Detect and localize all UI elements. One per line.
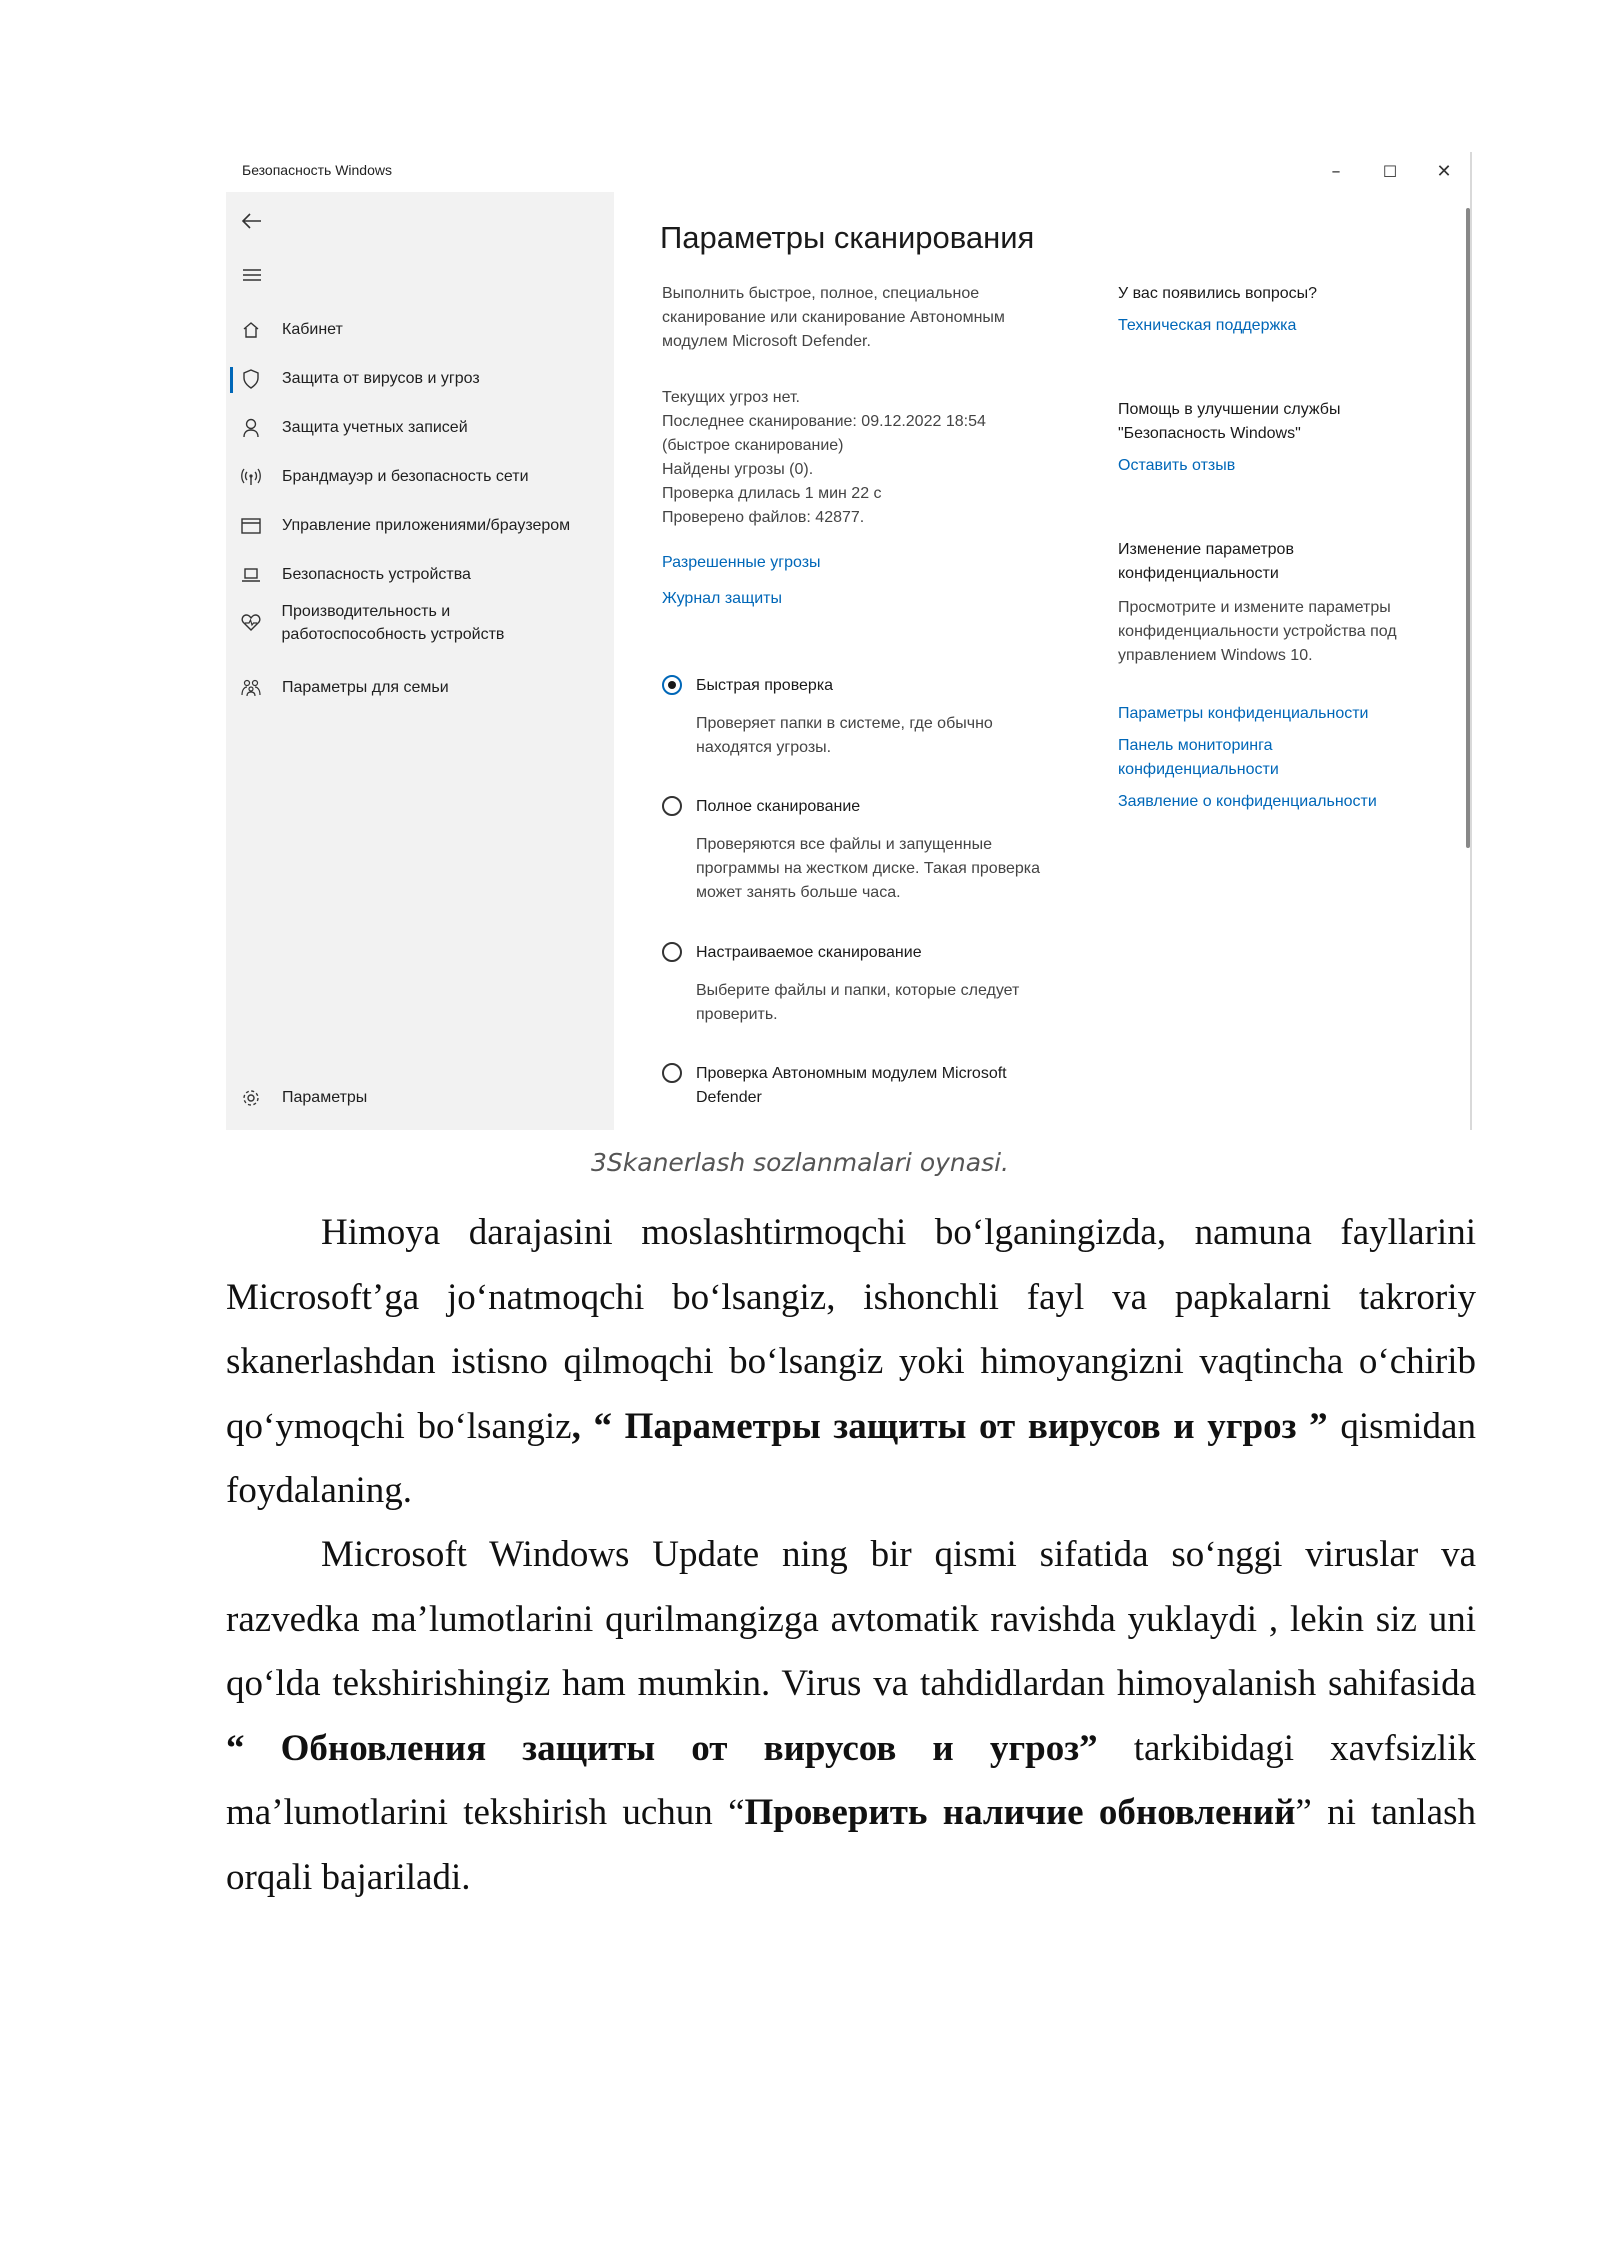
page-title: Параметры сканирования	[660, 220, 1035, 255]
option-label: Проверка Автономным модулем Microsoft Defender	[696, 1065, 1007, 1106]
privacy-title: Изменение параметров конфиденциальности	[1118, 541, 1294, 582]
option-full-scan[interactable]	[662, 795, 860, 819]
sidebar-item-home[interactable]	[226, 318, 614, 341]
title-bar	[226, 152, 1472, 192]
figure-caption: 3Skanerlash sozlanmalari oynasi.	[591, 1148, 1009, 1177]
privacy-statement-link[interactable]: Заявление о конфиденциальности	[1118, 793, 1377, 810]
status-line-2: Последнее сканирование: 09.12.2022 18:54	[662, 413, 986, 430]
option-label: Быстрая проверка	[696, 677, 834, 694]
privacy-settings-link[interactable]: Параметры конфиденциальности	[1118, 705, 1369, 722]
radio-quick-scan[interactable]	[662, 675, 682, 695]
sidebar-item-label: Кабинет	[282, 321, 343, 338]
gear-icon	[241, 1088, 261, 1108]
paragraph-2-bold-2: Проверить наличие обновлений	[744, 1792, 1296, 1833]
help-panel	[1118, 192, 1438, 1130]
laptop-icon	[241, 567, 261, 583]
sidebar-settings-label: Параметры	[282, 1089, 368, 1106]
radio-offline-scan[interactable]	[662, 1063, 682, 1083]
privacy-dashboard-link[interactable]: Панель мониторинга конфиденциальности	[1118, 737, 1279, 778]
option-custom-scan[interactable]	[662, 941, 922, 965]
minimize-button[interactable]: –	[1331, 160, 1341, 182]
heart-icon	[241, 614, 261, 632]
sidebar-item-accounts[interactable]	[226, 416, 614, 439]
paragraph-1-bold: , “ Параметры защиты от вирусов и угроз ”	[571, 1405, 1328, 1447]
sidebar-item-label: Безопасность устройства	[282, 566, 471, 583]
status-line-3: (быстрое сканирование)	[662, 437, 844, 454]
sidebar-item-firewall[interactable]	[226, 465, 614, 488]
shield-icon	[242, 369, 260, 389]
person-icon	[242, 418, 260, 438]
paragraph-2-text-c: ” ni tanlash orqali bajariladi.	[226, 1792, 1476, 1898]
wifi-icon	[241, 468, 261, 486]
back-arrow-icon	[241, 212, 263, 230]
protection-history-link[interactable]: Журнал защиты	[662, 590, 782, 607]
back-button[interactable]	[234, 204, 270, 238]
paragraph-1-text-a: Himoya darajasini moslashtirmoqchi bo‘lganingizda, namuna fayllarini Microsoft’ga jo‘natmoqchi bo‘lsangiz, ishonchli fayl va papkalarni takroriy skanerlashdan istisno qilmoqchi bo‘lsangiz yoki himoyangizni vaqtincha o‘chirib qo‘ymoqchi bo‘lsangiz	[226, 1212, 1476, 1447]
scroll-track	[1470, 152, 1472, 1130]
option-description: Проверяет папки в системе, где обычно находятся угрозы.	[696, 715, 993, 756]
sidebar-item-label: Управление приложениями/браузером	[282, 517, 571, 534]
feedback-title: Помощь в улучшении службы "Безопасность Windows"	[1118, 401, 1341, 442]
privacy-description: Просмотрите и измените параметры конфиденциальности устройства под управлением Windows 10.	[1118, 599, 1397, 664]
paragraph-2-text-b: tarkibidagi xavfsizlik ma’lumotlarini tekshirish uchun “	[226, 1727, 1476, 1833]
option-label: Настраиваемое сканирование	[696, 944, 922, 961]
status-line-1: Текущих угроз нет.	[662, 389, 800, 406]
windows-security-screenshot	[226, 152, 1472, 1130]
scrollbar-thumb[interactable]	[1466, 208, 1470, 848]
feedback-link[interactable]: Оставить отзыв	[1118, 457, 1236, 474]
sidebar-item-label: Брандмауэр и безопасность сети	[282, 468, 529, 485]
option-offline-scan[interactable]	[662, 1062, 1082, 1110]
close-button[interactable]: ✕	[1436, 160, 1452, 182]
family-icon	[241, 679, 261, 697]
app-title: Безопасность Windows	[242, 162, 392, 178]
hamburger-icon	[242, 268, 262, 282]
option-description: Выберите файлы и папки, которые следует проверить.	[696, 982, 1020, 1023]
menu-button[interactable]	[234, 258, 270, 292]
option-quick-scan[interactable]	[662, 674, 833, 698]
intro-text: Выполнить быстрое, полное, специальное сканирование или сканирование Автономным модулем Microsoft Defender.	[662, 285, 1005, 350]
questions-title: У вас появились вопросы?	[1118, 285, 1318, 302]
sidebar-item-settings[interactable]	[226, 1086, 614, 1109]
sidebar-item-label: Производительность и работоспособность устройств	[281, 603, 505, 643]
sidebar-item-device-security[interactable]	[226, 563, 614, 586]
status-line-5: Проверка длилась 1 мин 22 с	[662, 485, 882, 502]
status-line-4: Найдены угрозы (0).	[662, 461, 814, 478]
sidebar-item-label: Параметры для семьи	[282, 679, 449, 696]
allowed-threats-link[interactable]: Разрешенные угрозы	[662, 554, 821, 571]
home-icon	[242, 321, 260, 339]
paragraph-2	[226, 1523, 1476, 1910]
sidebar-item-family[interactable]	[226, 676, 614, 699]
main-content	[614, 192, 1084, 1130]
browser-icon	[241, 518, 261, 534]
sidebar-item-app-browser[interactable]	[226, 514, 614, 537]
option-description: Проверяются все файлы и запущенные программы на жестком диске. Такая проверка может занять больше часа.	[696, 836, 1041, 901]
sidebar-item-label: Защита учетных записей	[282, 419, 468, 436]
paragraph-1	[226, 1201, 1476, 1524]
status-line-6: Проверено файлов: 42877.	[662, 509, 865, 526]
maximize-button[interactable]: ☐	[1382, 161, 1398, 181]
sidebar-item-virus-protection[interactable]	[226, 367, 614, 390]
tech-support-link[interactable]: Техническая поддержка	[1118, 317, 1297, 334]
sidebar	[226, 192, 614, 1130]
paragraph-2-bold-1: “ Обновления защиты от вирусов и угроз”	[226, 1727, 1098, 1769]
radio-custom-scan[interactable]	[662, 942, 682, 962]
sidebar-item-label: Защита от вирусов и угроз	[282, 370, 480, 387]
option-label: Полное сканирование	[696, 798, 861, 815]
radio-full-scan[interactable]	[662, 796, 682, 816]
paragraph-1-text-b: qismidan foydalaning.	[226, 1405, 1476, 1511]
paragraph-2-text-a: Microsoft Windows Update ning bir qismi sifatida so‘nggi viruslar va razvedka ma’lumotlarini qurilmangizga avtomatik ravishda yuklaydi , lekin siz uni qo‘lda tekshirishingiz ham mumkin. Virus va tahdidlardan himoyalanish sahifasida	[226, 1534, 1476, 1704]
sidebar-item-performance[interactable]	[226, 600, 526, 646]
